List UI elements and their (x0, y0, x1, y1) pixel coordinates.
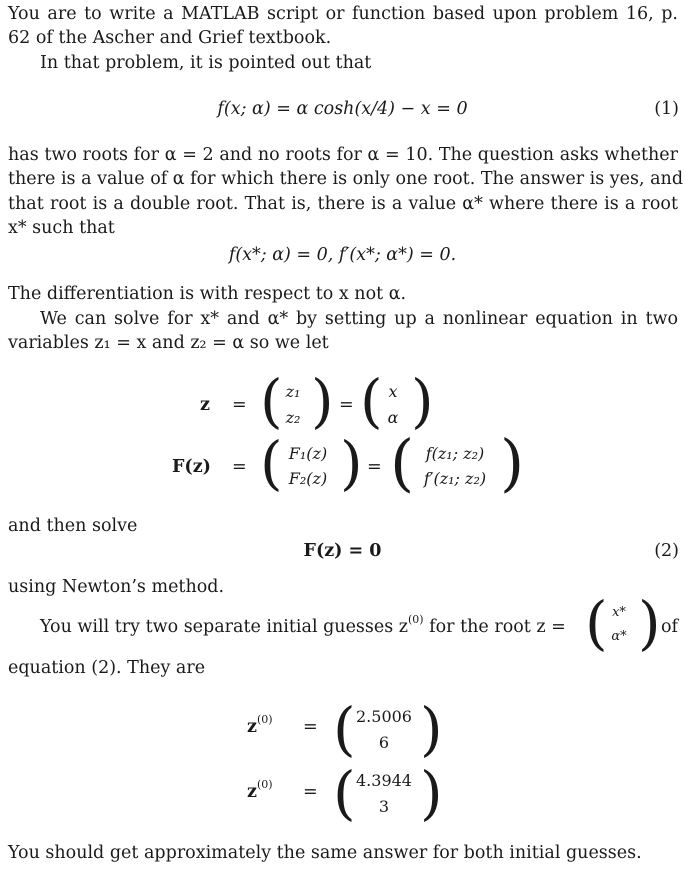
F-lhs-text: F(z) (172, 457, 211, 477)
left-paren-icon: ( (333, 695, 356, 763)
paragraph-3-line-1: has two roots for α = 2 and no roots for α = 10. The question asks whether (8, 145, 678, 165)
F-col-a1: F₁(z) (288, 444, 328, 463)
z-col-b2: α (387, 408, 399, 427)
left-paren-icon: ( (260, 429, 283, 497)
paragraph-8-text-b: for the root z = (423, 617, 566, 637)
paragraph-1-line-1: You are to write a MATLAB script or function based upon problem 16, p. (8, 4, 678, 24)
left-paren-icon: ( (585, 589, 608, 657)
guess-1-equals: = (303, 717, 318, 737)
guess-1-lhs (247, 715, 273, 740)
paragraph-8-line-1 (40, 615, 566, 640)
paragraph-5-line-2: variables z₁ = x and z₂ = α so we let (8, 333, 329, 353)
F-col-b2: f′(z₁; z₂) (423, 469, 487, 488)
paragraph-3-line-2: there is a value of α for which there is only one root. The answer is yes, and (8, 169, 684, 189)
paragraph-8-text-a: You will try two separate initial guesses z (40, 617, 409, 637)
guess-2-lhs (247, 780, 273, 805)
right-paren-icon: ) (420, 759, 443, 827)
equation-2-number: (2) (654, 541, 679, 561)
guess-1-bottom: 6 (378, 733, 390, 752)
left-paren-icon: ( (390, 426, 415, 499)
z-col-b1: x (388, 382, 398, 401)
left-paren-icon: ( (360, 367, 383, 435)
equation-1-number: (1) (654, 99, 679, 119)
paragraph-8-sup: (0) (408, 613, 424, 626)
equation-1: f(x; α) = α cosh(x/4) − x = 0 (217, 99, 468, 119)
double-root-condition: f(x*; α) = 0, f′(x*; α*) = 0. (228, 245, 457, 265)
guess-1-top: 2.5006 (356, 707, 412, 726)
right-paren-icon: ) (311, 367, 334, 435)
F-equals: = (232, 457, 247, 477)
right-paren-icon: ) (500, 426, 525, 499)
z-lhs: z (200, 395, 210, 415)
paragraph-8-text-c: of (661, 617, 679, 637)
F-lhs (172, 455, 211, 480)
paragraph-8-line-2: equation (2). They are (8, 658, 206, 678)
left-paren-icon: ( (260, 367, 283, 435)
root-vector-top: x* (612, 605, 626, 620)
F-col-a2: F₂(z) (288, 469, 328, 488)
right-paren-icon: ) (420, 695, 443, 763)
z-col-a2: z₂ (285, 408, 301, 427)
paragraph-6-line-1: and then solve (8, 516, 138, 536)
right-paren-icon: ) (340, 429, 363, 497)
guess-2-top: 4.3944 (356, 771, 412, 790)
F-col-b1: f(z₁; z₂) (425, 444, 485, 463)
paragraph-2-line-1: In that problem, it is pointed out that (40, 53, 372, 73)
F-equals-2: = (367, 457, 382, 477)
z-equals: = (232, 395, 247, 415)
z-col-a1: z₁ (285, 382, 301, 401)
guess-2-equals: = (303, 782, 318, 802)
guess-2-bottom: 3 (378, 797, 390, 816)
guess-1-sup: (0) (256, 713, 273, 726)
paragraph-4-line-1: The differentiation is with respect to x not α. (8, 284, 407, 304)
guess-2-lhs-letter: z (247, 782, 257, 802)
paragraph-3-line-4: x* such that (8, 218, 115, 238)
paragraph-9-line-1: You should get approximately the same answer for both initial guesses. (8, 843, 642, 863)
paragraph-7-line-1: using Newton’s method. (8, 577, 225, 597)
right-paren-icon: ) (638, 589, 661, 657)
right-paren-icon: ) (411, 367, 434, 435)
root-vector-bottom: α* (611, 629, 627, 644)
equation-2: F(z) = 0 (303, 541, 382, 561)
left-paren-icon: ( (333, 759, 356, 827)
guess-1-lhs-letter: z (247, 717, 257, 737)
paragraph-1-line-2: 62 of the Ascher and Grief textbook. (8, 28, 332, 48)
guess-2-sup: (0) (256, 778, 273, 791)
paragraph-3-line-3: that root is a double root. That is, there is a value α* where there is a root (8, 194, 678, 214)
paragraph-5-line-1: We can solve for x* and α* by setting up a nonlinear equation in two (40, 309, 678, 329)
z-equals-2: = (339, 395, 354, 415)
